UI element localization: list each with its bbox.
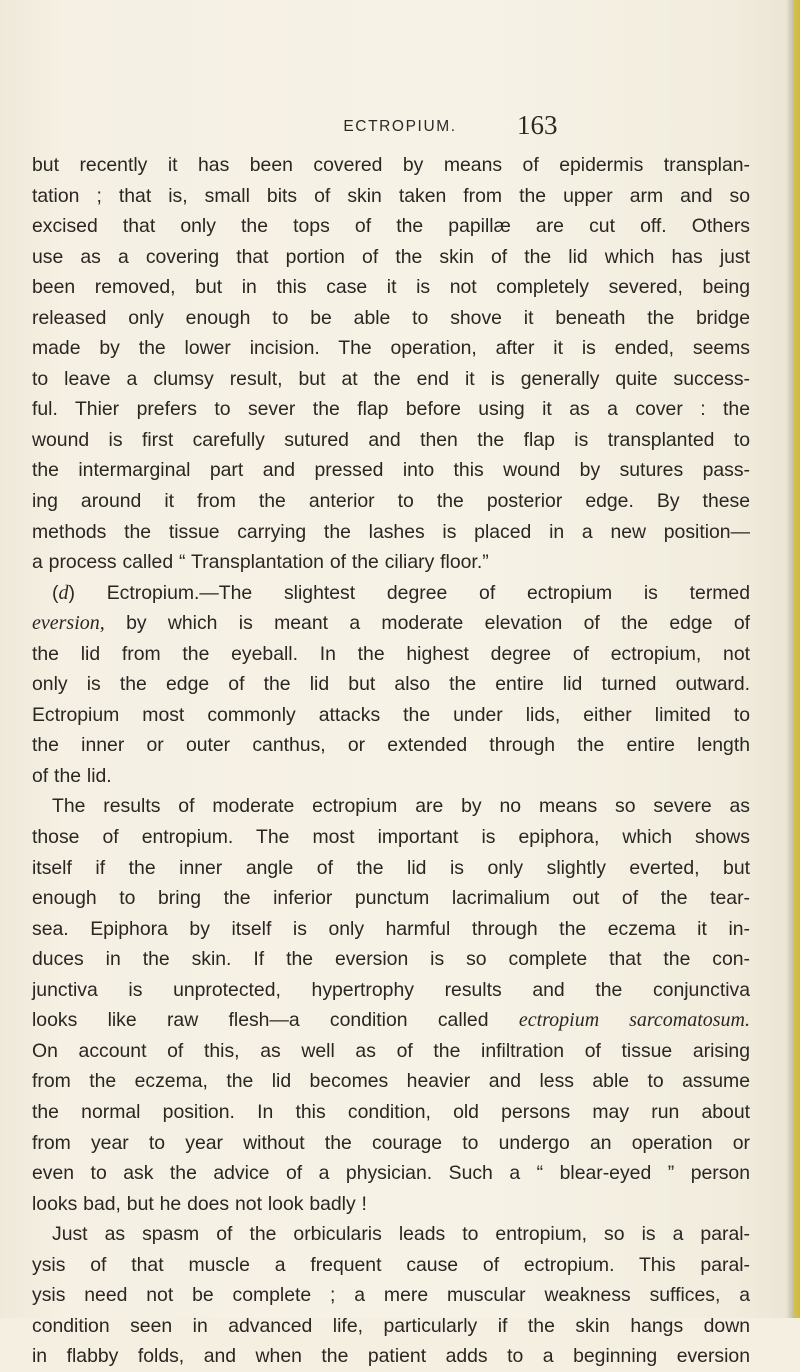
text-line: been removed, but in this case it is not completely severed, being: [32, 276, 750, 299]
text-line: the inner or outer canthus, or extended through the entire length: [32, 734, 750, 757]
text-line: but recently it has been covered by means of epidermis transplan-: [32, 154, 750, 176]
text-line: enough to bring the inferior punctum lacrimalium out of the tear-: [32, 887, 750, 910]
section-heading-line: [32, 578, 750, 609]
text-line: The results of moderate ectropium are by no means so severe as: [52, 795, 750, 818]
text-line: ysis need not be complete ; a mere muscular weakness suffices, a: [32, 1284, 750, 1307]
text-line: sea. Epiphora by itself is only harmful through the eczema it in-: [32, 917, 750, 940]
text-line: excised that only the tops of the papillæ are cut off. Others: [32, 215, 750, 238]
italic-term: ectropium sarcomatosum.: [518, 1009, 751, 1032]
text-line: ful. Thier prefers to sever the flap before using it as a cover : the: [32, 398, 750, 421]
text-run: —The slightest degree of ectropium is termed: [199, 581, 750, 604]
page-edge-tint: [794, 0, 800, 1318]
text-run: looks like raw flesh—a condition called: [32, 1009, 489, 1032]
page-number: 163: [517, 110, 558, 140]
text-line: ing around it from the anterior to the posterior edge. By these: [32, 490, 750, 513]
text-line: even to ask the advice of a physician. Such a “ blear-eyed ” person: [32, 1162, 750, 1185]
section-paren-open: (: [52, 581, 59, 604]
body-text: [32, 150, 750, 1372]
text-line: from year to year without the courage to undergo an operation or: [32, 1131, 750, 1154]
text-line: a process called “ Transplantation of the ciliary floor.”: [32, 551, 489, 574]
text-line: ysis of that muscle a frequent cause of ectropium. This paral-: [32, 1253, 750, 1276]
text-line: the intermarginal part and pressed into this wound by sutures pass-: [32, 459, 750, 482]
text-line: use as a covering that portion of the skin of the lid which has just: [32, 245, 750, 268]
text-line: only is the edge of the lid but also the entire lid turned outward.: [32, 673, 750, 696]
text-line: the lid from the eyeball. In the highest degree of ectropium, not: [32, 642, 750, 665]
text-run: by which is meant a moderate elevation of the edge of: [126, 612, 750, 635]
section-paren-close: ): [68, 581, 75, 604]
text-line: [32, 1005, 750, 1036]
text-line: Just as spasm of the orbicularis leads to entropium, so is a paral-: [52, 1223, 750, 1246]
page-header: [0, 110, 800, 148]
text-line: condition seen in advanced life, particularly if the skin hangs down: [32, 1314, 750, 1337]
text-line: looks bad, but he does not look badly !: [32, 1192, 367, 1215]
text-line: tation ; that is, small bits of skin taken from the upper arm and so: [32, 184, 750, 207]
text-line: itself if the inner angle of the lid is only slightly everted, but: [32, 856, 750, 879]
running-head: ECTROPIUM.: [343, 118, 457, 135]
text-line: Ectropium most commonly attacks the under lids, either limited to: [32, 703, 750, 726]
text-line: duces in the skin. If the eversion is so complete that the con-: [32, 948, 750, 971]
text-line: to leave a clumsy result, but at the end it is generally quite success-: [32, 367, 750, 390]
text-line: On account of this, as well as of the infiltration of tissue arising: [32, 1039, 750, 1062]
text-line: [32, 608, 750, 639]
text-line: made by the lower incision. The operation, after it is ended, seems: [32, 337, 750, 360]
text-line: from the eczema, the lid becomes heavier and less able to assume: [32, 1070, 750, 1093]
text-line: the normal position. In this condition, old persons may run about: [32, 1100, 750, 1123]
italic-term: eversion,: [32, 612, 105, 635]
text-line: in flabby folds, and when the patient adds to a beginning eversion: [32, 1345, 750, 1368]
section-letter: d: [58, 581, 69, 604]
text-line: wound is first carefully sutured and then the flap is transplanted to: [32, 428, 750, 451]
section-heading: Ectropium.: [106, 581, 200, 604]
text-line: junctiva is unprotected, hypertrophy results and the conjunctiva: [32, 978, 750, 1001]
text-line: released only enough to be able to shove it beneath the bridge: [32, 306, 750, 329]
text-line: those of entropium. The most important is epiphora, which shows: [32, 826, 750, 849]
text-line: of the lid.: [32, 764, 112, 787]
text-line: methods the tissue carrying the lashes is placed in a new position—: [32, 520, 750, 543]
